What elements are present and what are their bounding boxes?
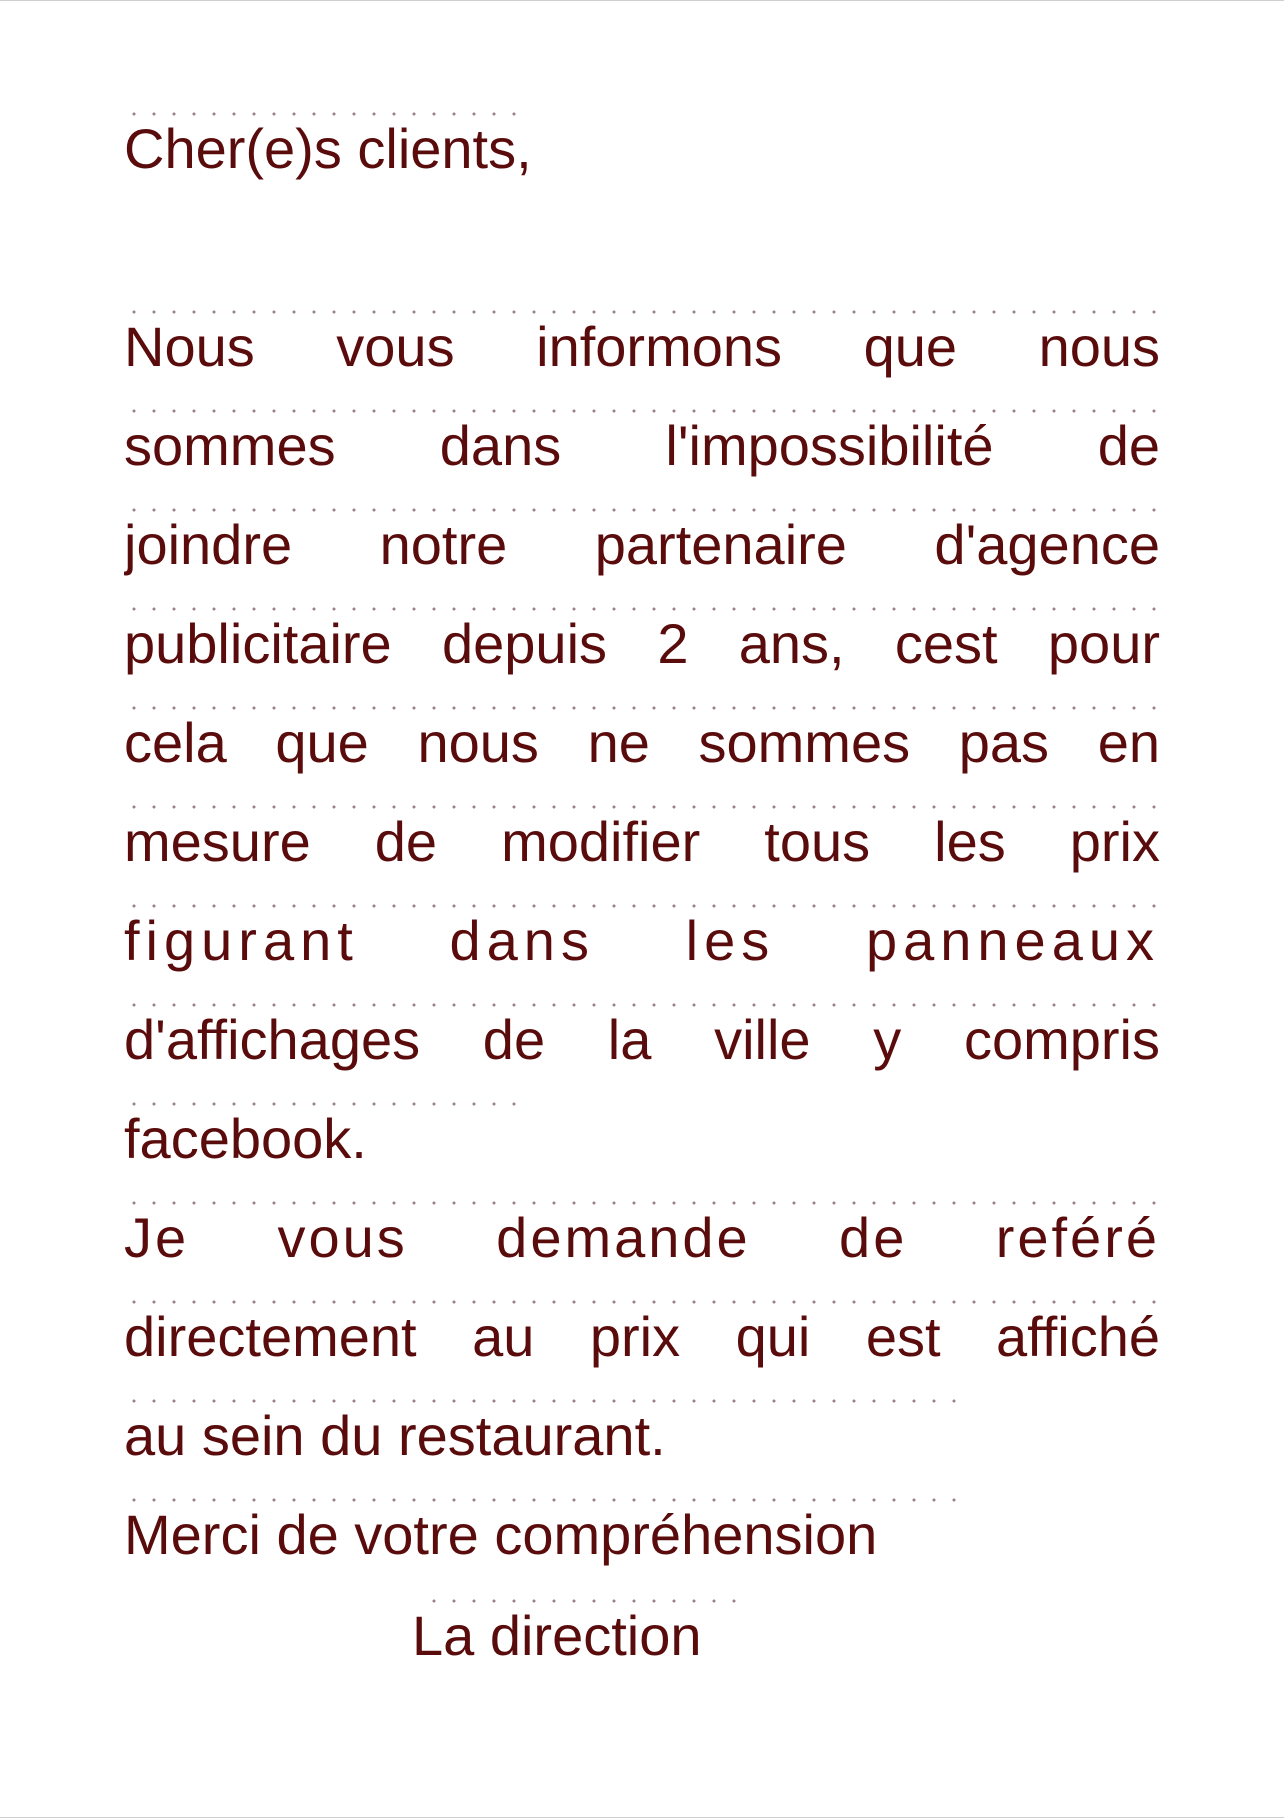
signature: La direction xyxy=(412,1586,702,1685)
paragraph-1-line-2: sommes dans l'impossibilité de xyxy=(124,396,1160,495)
paragraph-1-line-1: Nous vous informons que nous xyxy=(124,297,1160,396)
blank-line xyxy=(124,198,1160,297)
paragraph-1-line-3: joindre notre partenaire d'agence xyxy=(124,495,1160,594)
paragraph-1-line-6: mesure de modifier tous les prix xyxy=(124,792,1160,891)
paragraph-1-line-9: facebook. xyxy=(124,1089,1160,1188)
letter-body xyxy=(124,99,1160,1584)
paragraph-2-line-2: directement au prix qui est affiché xyxy=(124,1287,1160,1386)
paragraph-2-line-3: au sein du restaurant. xyxy=(124,1386,1160,1485)
paragraph-1-line-7: figurant dans les panneaux xyxy=(124,891,1160,990)
closing-line: Merci de votre compréhension xyxy=(124,1485,1160,1584)
paragraph-2-line-1: Je vous demande de reféré xyxy=(124,1188,1160,1287)
paragraph-1-line-4: publicitaire depuis 2 ans, cest pour xyxy=(124,594,1160,693)
greeting: Cher(e)s clients, xyxy=(124,99,1160,198)
paragraph-1-line-8: d'affichages de la ville y compris xyxy=(124,990,1160,1089)
paragraph-1-line-5: cela que nous ne sommes pas en xyxy=(124,693,1160,792)
